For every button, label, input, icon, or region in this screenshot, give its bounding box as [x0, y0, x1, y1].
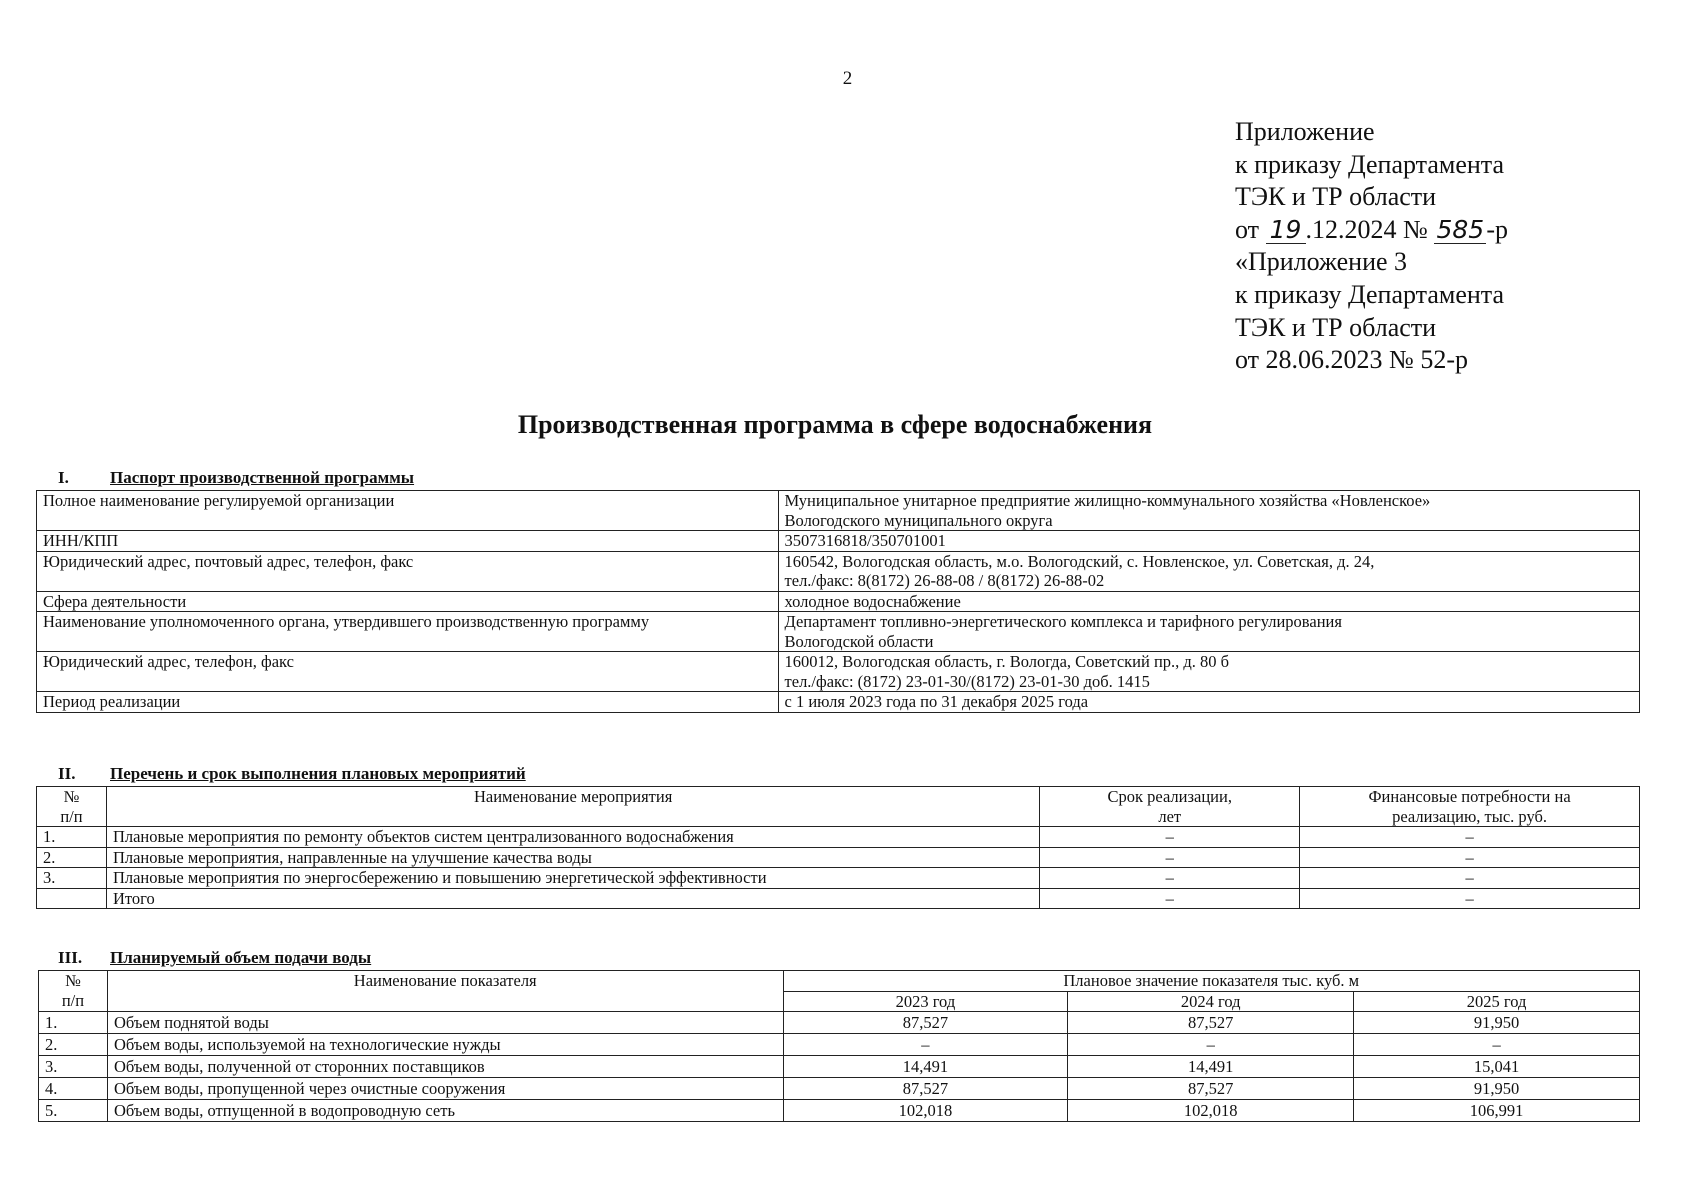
row-value-2024: 87,527 [1068, 1012, 1354, 1034]
order-date: .12.2024 № [1305, 214, 1428, 244]
table-header-row [39, 971, 1640, 992]
table-row [39, 1078, 1640, 1100]
row-value: Муниципальное унитарное предприятие жилищно-коммунального хозяйства «Новленское» Вологодского муниципального округа [778, 491, 1639, 531]
section-2-heading [58, 764, 526, 784]
table-row [37, 827, 1640, 848]
row-value-2025: 106,991 [1354, 1100, 1640, 1122]
row-value-2023: 14,491 [783, 1056, 1068, 1078]
table-row [37, 612, 1640, 652]
row-value: Департамент топливно-энергетического комплекса и тарифного регулирования Вологодской области [778, 612, 1639, 652]
appendix-order-line [1235, 214, 1508, 247]
row-finance: – [1300, 888, 1640, 909]
table-row [37, 531, 1640, 552]
row-name: Объем воды, пропущенной через очистные сооружения [107, 1078, 783, 1100]
row-num: 5. [39, 1100, 108, 1122]
row-label: Сфера деятельности [37, 591, 779, 612]
row-num: 3. [39, 1056, 108, 1078]
appendix-line: «Приложение 3 [1235, 247, 1408, 277]
header-num: № п/п [37, 787, 107, 827]
water-volume-table [38, 970, 1640, 1122]
row-value-2023: 87,527 [783, 1012, 1068, 1034]
table-row [37, 652, 1640, 692]
row-name: Объем поднятой воды [107, 1012, 783, 1034]
section-number: III. [58, 948, 83, 967]
appendix-line: ТЭК и ТР области [1235, 182, 1437, 212]
row-value: 3507316818/350701001 [778, 531, 1639, 552]
row-term: – [1040, 827, 1300, 848]
row-term: – [1040, 888, 1300, 909]
table-row [37, 692, 1640, 713]
row-label: Полное наименование регулируемой организации [37, 491, 779, 531]
row-name: Объем воды, используемой на технологические нужды [107, 1034, 783, 1056]
row-label: ИНН/КПП [37, 531, 779, 552]
row-term: – [1040, 847, 1300, 868]
header-name: Наименование показателя [107, 971, 783, 1012]
order-suffix: -р [1486, 214, 1509, 244]
header-num: № п/п [39, 971, 108, 1012]
table-row [39, 1056, 1640, 1078]
section-title: Перечень и срок выполнения плановых мероприятий [110, 764, 526, 783]
section-number: I. [58, 468, 69, 487]
header-year-2023: 2023 год [783, 991, 1068, 1012]
row-value: холодное водоснабжение [778, 591, 1639, 612]
row-term: – [1040, 868, 1300, 889]
row-value-2023: 102,018 [783, 1100, 1068, 1122]
section-3-heading [58, 948, 371, 968]
order-prefix: от [1235, 214, 1260, 244]
row-name: Объем воды, отпущенной в водопроводную сеть [107, 1100, 783, 1122]
row-num [37, 888, 107, 909]
row-num: 1. [37, 827, 107, 848]
row-value-2025: 91,950 [1354, 1078, 1640, 1100]
table-row [37, 868, 1640, 889]
table-row [37, 847, 1640, 868]
row-label: Наименование уполномоченного органа, утвердившего производственную программу [37, 612, 779, 652]
appendix-line: Приложение [1235, 117, 1375, 146]
handwritten-day: 19 [1266, 217, 1306, 244]
row-value-2024: 102,018 [1068, 1100, 1354, 1122]
header-year-2025: 2025 год [1354, 991, 1640, 1012]
row-name: Плановые мероприятия по энергосбережению и повышению энергетической эффективности [106, 868, 1039, 889]
row-name: Плановые мероприятия по ремонту объектов систем централизованного водоснабжения [106, 827, 1039, 848]
row-label: Юридический адрес, почтовый адрес, телефон, факс [37, 551, 779, 591]
row-finance: – [1300, 847, 1640, 868]
row-num: 2. [39, 1034, 108, 1056]
activities-table [36, 786, 1640, 909]
table-row [39, 1100, 1640, 1122]
appendix-line: к приказу Департамента [1235, 149, 1505, 179]
header-finance: Финансовые потребности на реализацию, тыс. руб. [1300, 787, 1640, 827]
handwritten-order-number: 585 [1434, 217, 1486, 244]
table-row [39, 1012, 1640, 1034]
table-row [37, 551, 1640, 591]
table-row [37, 888, 1640, 909]
document-title: Производственная программа в сфере водоснабжения [517, 410, 1153, 439]
row-num: 4. [39, 1078, 108, 1100]
table-row [39, 1034, 1640, 1056]
row-value-2024: – [1068, 1034, 1354, 1056]
row-value-2024: 14,491 [1068, 1056, 1354, 1078]
row-value: 160012, Вологодская область, г. Вологда, Советский пр., д. 80 б тел./факс: (8172) 23-01-30/(8172) 23-01-30 доб. 1415 [778, 652, 1639, 692]
row-label: Юридический адрес, телефон, факс [37, 652, 779, 692]
appendix-block [1235, 116, 1508, 377]
row-value-2025: 15,041 [1354, 1056, 1640, 1078]
appendix-line: к приказу Департамента [1235, 279, 1505, 309]
section-number: II. [58, 764, 76, 783]
row-name: Плановые мероприятия, направленные на улучшение качества воды [106, 847, 1039, 868]
row-value-2023: 87,527 [783, 1078, 1068, 1100]
appendix-line: от 28.06.2023 № 52-р [1235, 345, 1468, 375]
page-number: 2 [842, 68, 853, 89]
section-title: Паспорт производственной программы [110, 468, 415, 487]
row-num: 3. [37, 868, 107, 889]
header-term: Срок реализации, лет [1040, 787, 1300, 827]
row-value-2023: – [783, 1034, 1068, 1056]
header-name: Наименование мероприятия [106, 787, 1039, 827]
passport-table [36, 490, 1640, 713]
row-label: Период реализации [37, 692, 779, 713]
section-title: Планируемый объем подачи воды [110, 948, 372, 967]
row-finance: – [1300, 827, 1640, 848]
row-value: с 1 июля 2023 года по 31 декабря 2025 года [778, 692, 1639, 713]
row-value-2025: 91,950 [1354, 1012, 1640, 1034]
appendix-line: ТЭК и ТР области [1235, 312, 1437, 342]
header-group: Плановое значение показателя тыс. куб. м [783, 971, 1640, 992]
section-1-heading [58, 468, 414, 488]
row-value-2024: 87,527 [1068, 1078, 1354, 1100]
table-row [37, 591, 1640, 612]
row-name: Итого [106, 888, 1039, 909]
row-num: 1. [39, 1012, 108, 1034]
row-name: Объем воды, полученной от сторонних поставщиков [107, 1056, 783, 1078]
row-num: 2. [37, 847, 107, 868]
table-header-row [37, 787, 1640, 827]
row-value: 160542, Вологодская область, м.о. Вологодский, с. Новленское, ул. Советская, д. 24, тел./факс: 8(8172) 26-88-08 / 8(8172) 26-88-02 [778, 551, 1639, 591]
header-year-2024: 2024 год [1068, 991, 1354, 1012]
row-finance: – [1300, 868, 1640, 889]
row-value-2025: – [1354, 1034, 1640, 1056]
table-row [37, 491, 1640, 531]
